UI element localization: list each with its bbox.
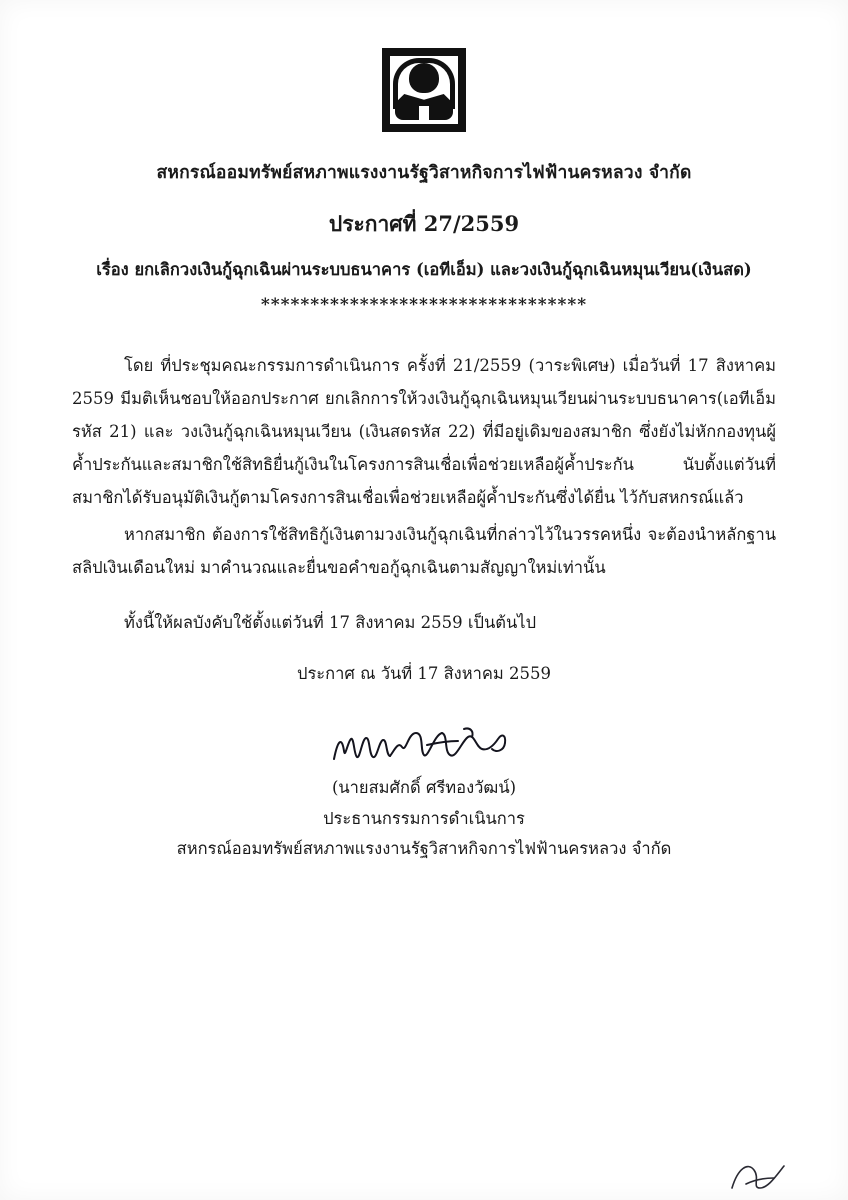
- signature-area: [72, 721, 776, 773]
- signer-organization: สหกรณ์ออมทรัพย์สหภาพแรงงานรัฐวิสาหกิจการไฟฟ้านครหลวง จำกัด: [176, 839, 672, 859]
- issued-date-text: ประกาศ ณ วันที่ 17 สิงหาคม 2559: [296, 664, 552, 683]
- logo-container: [72, 0, 776, 132]
- cooperative-emblem-icon: [382, 48, 466, 132]
- effective-date-text: ทั้งนี้ให้ผลบังคับใช้ตั้งแต่วันที่ 17 สิงหาคม 2559 เป็นต้นไป: [124, 613, 537, 632]
- paragraph-2: หากสมาชิก ต้องการใช้สิทธิกู้เงินตามวงเงินกู้ฉุกเฉินที่กล่าวไว้ในวรรคหนึ่ง จะต้องนำหลักฐานสลิปเงินเดือนใหม่ มาคำนวณและยื่นขอคำขอกู้ฉุกเฉินตามสัญญาใหม่เท่านั้น: [72, 525, 776, 577]
- decorative-divider: *********************************: [260, 295, 588, 315]
- announcement-number: ประกาศที่ 27/2559: [328, 211, 520, 236]
- handwritten-signature-icon: [324, 721, 524, 771]
- ink-mark-icon: [728, 1158, 788, 1192]
- document-body: [72, 349, 776, 584]
- signer-position: ประธานกรรมการดำเนินการ: [323, 808, 525, 828]
- paragraph-1: โดย ที่ประชุมคณะกรรมการดำเนินการ ครั้งที่ 21/2559 (วาระพิเศษ) เมื่อวันที่ 17 สิงหาคม 2559 มีมติเห็นชอบให้ออกประกาศ ยกเลิกการให้วงเงินกู้ฉุกเฉินหมุนเวียนผ่านระบบธนาคาร(เอทีเอ็ม รหัส 21) และ วงเงินกู้ฉุกเฉินหมุนเวียน (เงินสดรหัส 22) ที่มีอยู่เดิมของสมาชิก ซึ่งยังไม่หักกองทุนผู้ค้ำประกันและสมาชิกใช้สิทธิยื่นกู้เงินในโครงการสินเชื่อเพื่อช่วยเหลือผู้ค้ำประกัน นับตั้งแต่วันที่สมาชิกได้รับอนุมัติเงินกู้ตามโครงการสินเชื่อเพื่อช่วยเหลือผู้ค้ำประกันซึ่งได้ยื่น ไว้กับสหกรณ์แล้ว: [72, 356, 776, 507]
- signer-name: (นายสมศักดิ์ ศรีทองวัฒน์): [331, 778, 517, 797]
- organization-header: สหกรณ์ออมทรัพย์สหภาพแรงงานรัฐวิสาหกิจการไฟฟ้านครหลวง จำกัด: [156, 163, 692, 183]
- signature-block: [72, 773, 776, 865]
- announcement-subject: เรื่อง ยกเลิกวงเงินกู้ฉุกเฉินผ่านระบบธนาคาร (เอทีเอ็ม) และวงเงินกู้ฉุกเฉินหมุนเวียน(เงินสด): [96, 260, 752, 279]
